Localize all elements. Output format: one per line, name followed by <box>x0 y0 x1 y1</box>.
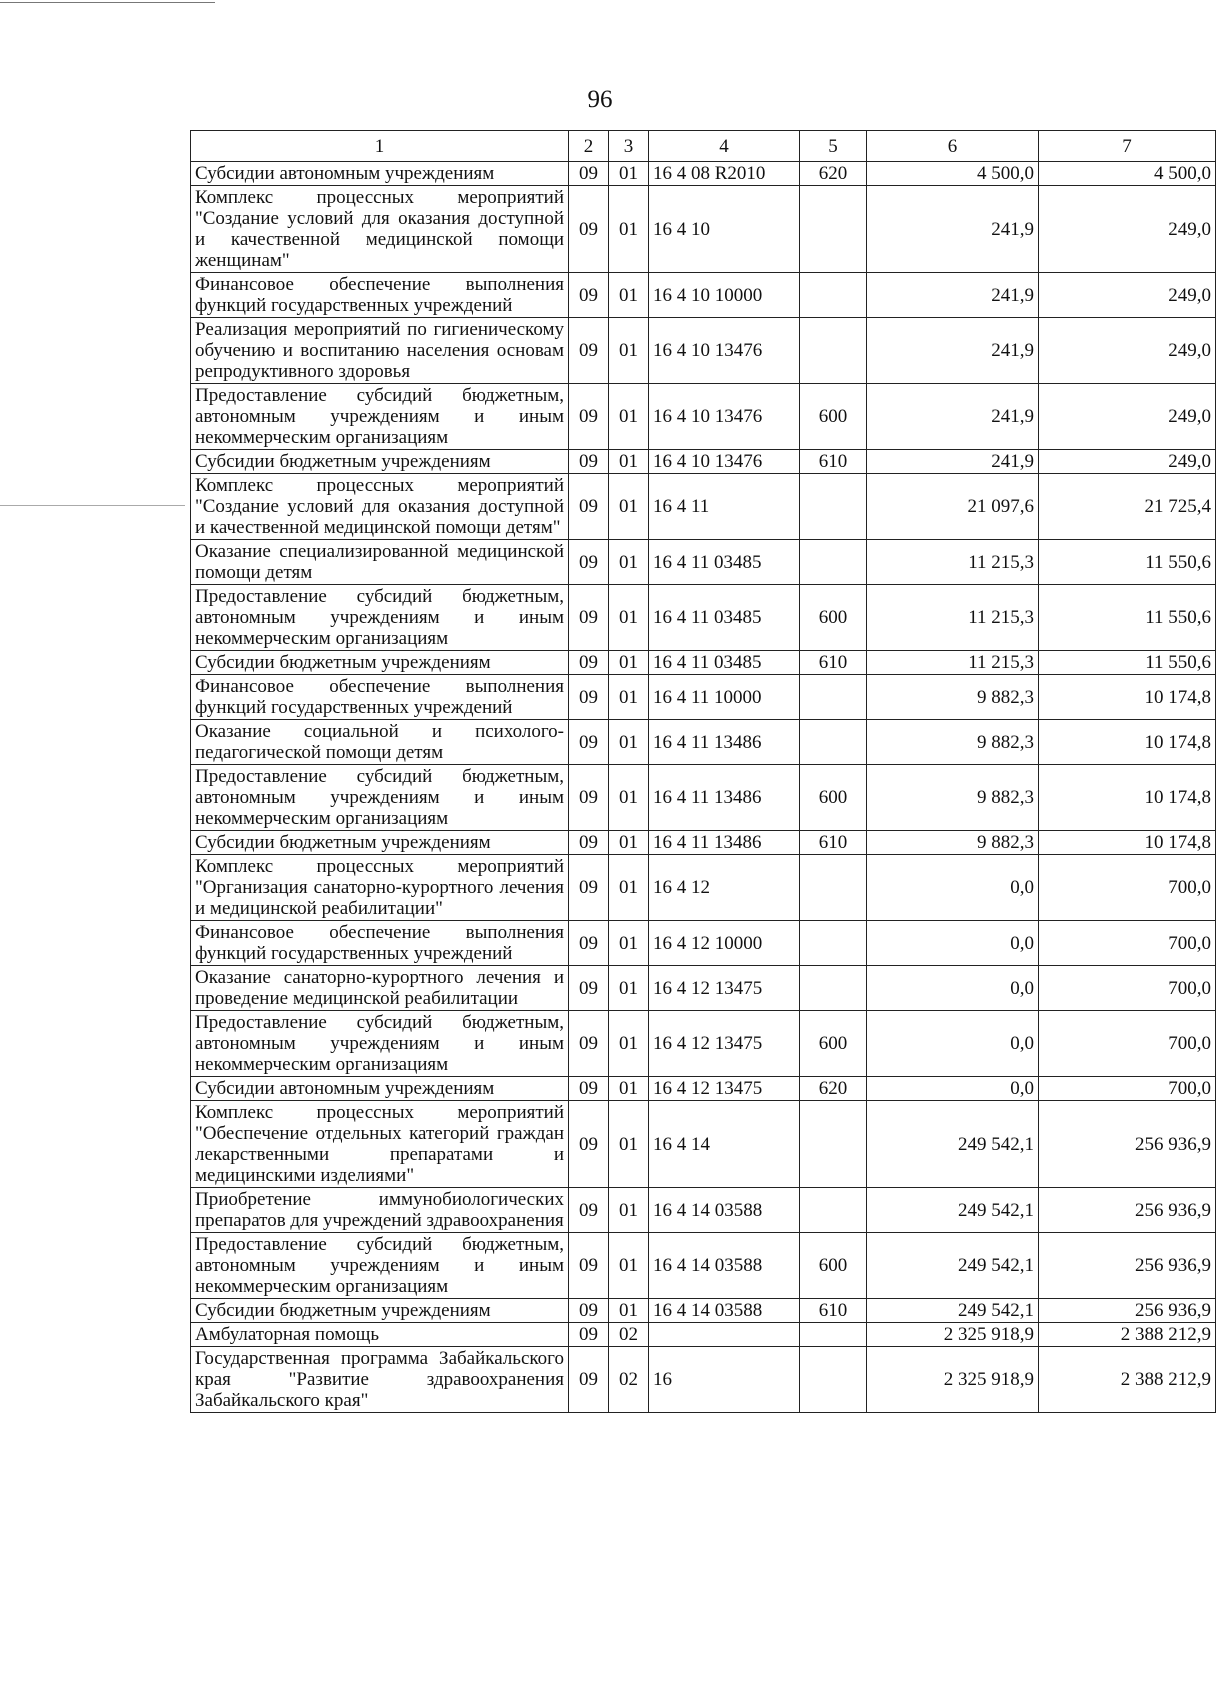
row-name: Субсидии автономным учреждениям <box>191 1077 569 1101</box>
target-article-code: 16 4 11 03485 <box>649 540 800 585</box>
row-name: Комплекс процессных мероприятий "Организация санаторно-курортного лечения и медицинской реабилитации" <box>191 855 569 921</box>
row-name: Предоставление субсидий бюджетным, автономным учреждениям и иным некоммерческим организациям <box>191 1233 569 1299</box>
column-header: 7 <box>1039 131 1216 162</box>
row-name: Финансовое обеспечение выполнения функций государственных учреждений <box>191 921 569 966</box>
row-name: Приобретение иммунобиологических препаратов для учреждений здравоохранения <box>191 1188 569 1233</box>
table-row <box>191 450 1216 474</box>
expense-type-code: 610 <box>800 1299 867 1323</box>
amount-year-2: 249,0 <box>1039 450 1216 474</box>
subsection-code: 01 <box>609 966 649 1011</box>
section-code: 09 <box>569 675 609 720</box>
amount-year-1: 11 215,3 <box>867 540 1039 585</box>
page-number: 96 <box>587 86 613 113</box>
expense-type-code <box>800 186 867 273</box>
row-name: Субсидии бюджетным учреждениям <box>191 450 569 474</box>
section-code: 09 <box>569 1299 609 1323</box>
amount-year-2: 700,0 <box>1039 966 1216 1011</box>
table-row <box>191 921 1216 966</box>
section-code: 09 <box>569 765 609 831</box>
subsection-code: 01 <box>609 384 649 450</box>
target-article-code: 16 4 11 10000 <box>649 675 800 720</box>
table-row <box>191 585 1216 651</box>
amount-year-1: 2 325 918,9 <box>867 1347 1039 1413</box>
subsection-code: 01 <box>609 318 649 384</box>
row-name: Реализация мероприятий по гигиеническому обучению и воспитанию населения основам репродуктивного здоровья <box>191 318 569 384</box>
section-code: 09 <box>569 720 609 765</box>
subsection-code: 01 <box>609 1299 649 1323</box>
section-code: 09 <box>569 1011 609 1077</box>
amount-year-2: 10 174,8 <box>1039 765 1216 831</box>
target-article-code: 16 4 12 13475 <box>649 1011 800 1077</box>
expense-type-code: 600 <box>800 585 867 651</box>
expense-type-code: 600 <box>800 1233 867 1299</box>
row-name: Предоставление субсидий бюджетным, автономным учреждениям и иным некоммерческим организациям <box>191 585 569 651</box>
target-article-code: 16 4 11 13486 <box>649 831 800 855</box>
expense-type-code <box>800 540 867 585</box>
section-code: 09 <box>569 855 609 921</box>
target-article-code: 16 4 10 13476 <box>649 318 800 384</box>
expense-type-code: 600 <box>800 765 867 831</box>
amount-year-1: 11 215,3 <box>867 585 1039 651</box>
amount-year-1: 241,9 <box>867 450 1039 474</box>
expense-type-code <box>800 1323 867 1347</box>
row-name: Комплекс процессных мероприятий "Создание условий для оказания доступной и качественной медицинской помощи детям" <box>191 474 569 540</box>
expense-type-code: 600 <box>800 384 867 450</box>
table-row <box>191 384 1216 450</box>
target-article-code: 16 4 08 R2010 <box>649 162 800 186</box>
row-name: Субсидии бюджетным учреждениям <box>191 831 569 855</box>
expense-type-code <box>800 1188 867 1233</box>
row-name: Предоставление субсидий бюджетным, автономным учреждениям и иным некоммерческим организациям <box>191 384 569 450</box>
section-code: 09 <box>569 186 609 273</box>
expense-type-code <box>800 1101 867 1188</box>
scan-fold-line <box>0 505 185 506</box>
amount-year-1: 249 542,1 <box>867 1188 1039 1233</box>
amount-year-2: 700,0 <box>1039 855 1216 921</box>
subsection-code: 01 <box>609 720 649 765</box>
expense-type-code: 600 <box>800 1011 867 1077</box>
subsection-code: 01 <box>609 855 649 921</box>
section-code: 09 <box>569 831 609 855</box>
expense-type-code <box>800 1347 867 1413</box>
amount-year-2: 11 550,6 <box>1039 540 1216 585</box>
amount-year-2: 256 936,9 <box>1039 1188 1216 1233</box>
amount-year-1: 0,0 <box>867 855 1039 921</box>
amount-year-2: 11 550,6 <box>1039 585 1216 651</box>
section-code: 09 <box>569 162 609 186</box>
header-row <box>191 131 1216 162</box>
row-name: Субсидии бюджетным учреждениям <box>191 651 569 675</box>
subsection-code: 01 <box>609 186 649 273</box>
target-article-code: 16 4 11 13486 <box>649 720 800 765</box>
row-name: Предоставление субсидий бюджетным, автономным учреждениям и иным некоммерческим организациям <box>191 765 569 831</box>
amount-year-1: 0,0 <box>867 1011 1039 1077</box>
row-name: Оказание специализированной медицинской помощи детям <box>191 540 569 585</box>
section-code: 09 <box>569 384 609 450</box>
amount-year-1: 0,0 <box>867 921 1039 966</box>
subsection-code: 01 <box>609 765 649 831</box>
table-row <box>191 540 1216 585</box>
amount-year-1: 11 215,3 <box>867 651 1039 675</box>
amount-year-2: 21 725,4 <box>1039 474 1216 540</box>
column-header: 2 <box>569 131 609 162</box>
subsection-code: 01 <box>609 1233 649 1299</box>
subsection-code: 01 <box>609 1077 649 1101</box>
expense-type-code: 620 <box>800 162 867 186</box>
target-article-code: 16 4 11 13486 <box>649 765 800 831</box>
amount-year-1: 9 882,3 <box>867 720 1039 765</box>
amount-year-2: 249,0 <box>1039 318 1216 384</box>
table-row <box>191 474 1216 540</box>
subsection-code: 02 <box>609 1347 649 1413</box>
section-code: 09 <box>569 1233 609 1299</box>
amount-year-1: 4 500,0 <box>867 162 1039 186</box>
table-row <box>191 1323 1216 1347</box>
amount-year-2: 249,0 <box>1039 273 1216 318</box>
subsection-code: 01 <box>609 1011 649 1077</box>
amount-year-2: 256 936,9 <box>1039 1233 1216 1299</box>
row-name: Финансовое обеспечение выполнения функций государственных учреждений <box>191 273 569 318</box>
amount-year-1: 241,9 <box>867 384 1039 450</box>
subsection-code: 01 <box>609 585 649 651</box>
table-row <box>191 1011 1216 1077</box>
table-row <box>191 1299 1216 1323</box>
section-code: 09 <box>569 1188 609 1233</box>
subsection-code: 01 <box>609 1101 649 1188</box>
target-article-code: 16 4 14 <box>649 1101 800 1188</box>
amount-year-2: 700,0 <box>1039 921 1216 966</box>
amount-year-1: 9 882,3 <box>867 675 1039 720</box>
target-article-code: 16 4 10 10000 <box>649 273 800 318</box>
table-body <box>191 162 1216 1413</box>
table-row <box>191 1101 1216 1188</box>
amount-year-2: 4 500,0 <box>1039 162 1216 186</box>
row-name: Предоставление субсидий бюджетным, автономным учреждениям и иным некоммерческим организациям <box>191 1011 569 1077</box>
target-article-code: 16 4 14 03588 <box>649 1299 800 1323</box>
target-article-code: 16 4 10 13476 <box>649 384 800 450</box>
expense-type-code: 610 <box>800 450 867 474</box>
table-row <box>191 855 1216 921</box>
subsection-code: 01 <box>609 1188 649 1233</box>
expense-type-code <box>800 966 867 1011</box>
subsection-code: 01 <box>609 450 649 474</box>
amount-year-2: 2 388 212,9 <box>1039 1347 1216 1413</box>
amount-year-1: 249 542,1 <box>867 1233 1039 1299</box>
subsection-code: 01 <box>609 831 649 855</box>
amount-year-1: 9 882,3 <box>867 831 1039 855</box>
row-name: Государственная программа Забайкальского края "Развитие здравоохранения Забайкальского края" <box>191 1347 569 1413</box>
table-row <box>191 765 1216 831</box>
section-code: 09 <box>569 921 609 966</box>
section-code: 09 <box>569 540 609 585</box>
subsection-code: 01 <box>609 273 649 318</box>
section-code: 09 <box>569 585 609 651</box>
section-code: 09 <box>569 273 609 318</box>
amount-year-2: 249,0 <box>1039 384 1216 450</box>
amount-year-2: 10 174,8 <box>1039 720 1216 765</box>
table-row <box>191 186 1216 273</box>
amount-year-2: 256 936,9 <box>1039 1299 1216 1323</box>
target-article-code: 16 4 12 13475 <box>649 1077 800 1101</box>
amount-year-1: 249 542,1 <box>867 1299 1039 1323</box>
target-article-code: 16 4 12 <box>649 855 800 921</box>
row-name: Финансовое обеспечение выполнения функций государственных учреждений <box>191 675 569 720</box>
row-name: Субсидии бюджетным учреждениям <box>191 1299 569 1323</box>
section-code: 09 <box>569 318 609 384</box>
section-code: 09 <box>569 1077 609 1101</box>
section-code: 09 <box>569 1347 609 1413</box>
target-article-code <box>649 1323 800 1347</box>
expense-type-code <box>800 474 867 540</box>
amount-year-2: 11 550,6 <box>1039 651 1216 675</box>
table-row <box>191 966 1216 1011</box>
scan-edge-line <box>0 2 215 3</box>
subsection-code: 01 <box>609 540 649 585</box>
table-row <box>191 273 1216 318</box>
amount-year-1: 21 097,6 <box>867 474 1039 540</box>
table-row <box>191 831 1216 855</box>
amount-year-2: 10 174,8 <box>1039 831 1216 855</box>
amount-year-2: 256 936,9 <box>1039 1101 1216 1188</box>
table-row <box>191 675 1216 720</box>
row-name: Оказание санаторно-курортного лечения и проведение медицинской реабилитации <box>191 966 569 1011</box>
row-name: Субсидии автономным учреждениям <box>191 162 569 186</box>
row-name: Амбулаторная помощь <box>191 1323 569 1347</box>
row-name: Комплекс процессных мероприятий "Обеспечение отдельных категорий граждан лекарственными препаратами и медицинскими изделиями" <box>191 1101 569 1188</box>
target-article-code: 16 4 11 03485 <box>649 651 800 675</box>
subsection-code: 01 <box>609 921 649 966</box>
amount-year-1: 0,0 <box>867 1077 1039 1101</box>
amount-year-1: 241,9 <box>867 186 1039 273</box>
section-code: 09 <box>569 1323 609 1347</box>
amount-year-1: 2 325 918,9 <box>867 1323 1039 1347</box>
amount-year-1: 0,0 <box>867 966 1039 1011</box>
section-code: 09 <box>569 651 609 675</box>
amount-year-1: 249 542,1 <box>867 1101 1039 1188</box>
table-row <box>191 1347 1216 1413</box>
target-article-code: 16 4 14 03588 <box>649 1233 800 1299</box>
table-row <box>191 1233 1216 1299</box>
expense-type-code <box>800 273 867 318</box>
amount-year-2: 249,0 <box>1039 186 1216 273</box>
expense-type-code <box>800 720 867 765</box>
column-header: 4 <box>649 131 800 162</box>
amount-year-2: 700,0 <box>1039 1011 1216 1077</box>
expense-type-code <box>800 675 867 720</box>
table-row <box>191 162 1216 186</box>
target-article-code: 16 4 14 03588 <box>649 1188 800 1233</box>
subsection-code: 01 <box>609 651 649 675</box>
row-name: Оказание социальной и психолого-педагогической помощи детям <box>191 720 569 765</box>
amount-year-1: 9 882,3 <box>867 765 1039 831</box>
column-header: 1 <box>191 131 569 162</box>
amount-year-2: 700,0 <box>1039 1077 1216 1101</box>
amount-year-2: 2 388 212,9 <box>1039 1323 1216 1347</box>
column-header: 5 <box>800 131 867 162</box>
expense-type-code <box>800 855 867 921</box>
target-article-code: 16 4 11 <box>649 474 800 540</box>
amount-year-1: 241,9 <box>867 318 1039 384</box>
row-name: Комплекс процессных мероприятий "Создание условий для оказания доступной и качественной медицинской помощи женщинам" <box>191 186 569 273</box>
expense-type-code: 610 <box>800 831 867 855</box>
amount-year-1: 241,9 <box>867 273 1039 318</box>
table-row <box>191 651 1216 675</box>
target-article-code: 16 4 10 13476 <box>649 450 800 474</box>
target-article-code: 16 4 10 <box>649 186 800 273</box>
table-row <box>191 720 1216 765</box>
target-article-code: 16 4 11 03485 <box>649 585 800 651</box>
target-article-code: 16 4 12 10000 <box>649 921 800 966</box>
section-code: 09 <box>569 450 609 474</box>
subsection-code: 01 <box>609 675 649 720</box>
expense-type-code <box>800 318 867 384</box>
expense-type-code: 620 <box>800 1077 867 1101</box>
subsection-code: 01 <box>609 474 649 540</box>
section-code: 09 <box>569 1101 609 1188</box>
amount-year-2: 10 174,8 <box>1039 675 1216 720</box>
target-article-code: 16 4 12 13475 <box>649 966 800 1011</box>
table-row <box>191 318 1216 384</box>
target-article-code: 16 <box>649 1347 800 1413</box>
expense-type-code: 610 <box>800 651 867 675</box>
budget-table <box>190 130 1216 1413</box>
table-row <box>191 1188 1216 1233</box>
subsection-code: 02 <box>609 1323 649 1347</box>
section-code: 09 <box>569 474 609 540</box>
table-row <box>191 1077 1216 1101</box>
column-header: 6 <box>867 131 1039 162</box>
subsection-code: 01 <box>609 162 649 186</box>
section-code: 09 <box>569 966 609 1011</box>
expense-type-code <box>800 921 867 966</box>
column-header: 3 <box>609 131 649 162</box>
